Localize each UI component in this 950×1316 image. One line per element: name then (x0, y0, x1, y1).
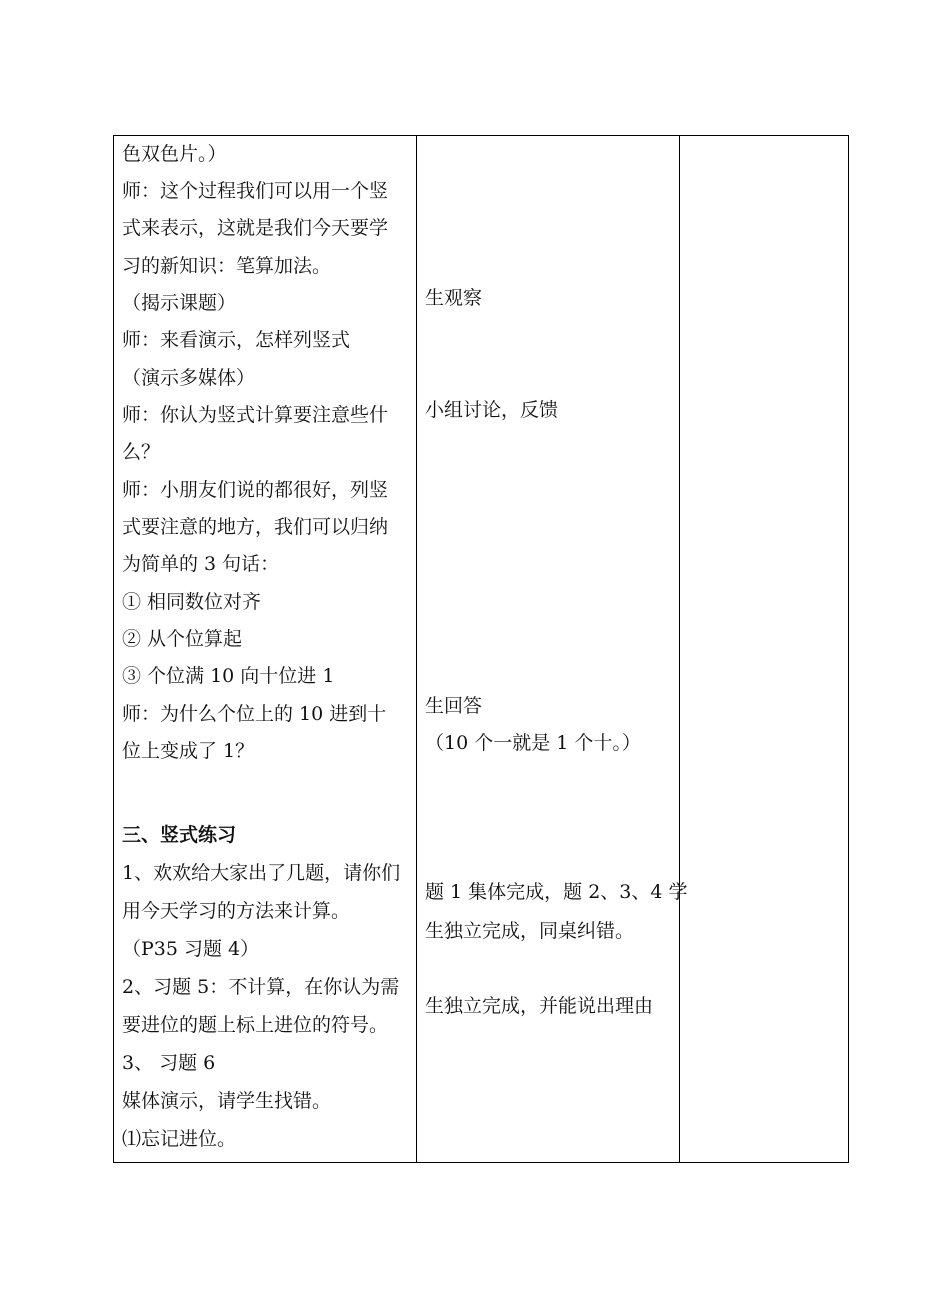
column-divider-1 (416, 136, 417, 1162)
text-line: ② 从个位算起 (122, 628, 243, 650)
text-line: （10 个一就是 1 个十。） (425, 732, 641, 754)
text-line: 小组讨论，反馈 (425, 399, 559, 421)
text-line: 师：来看演示，怎样列竖式 (122, 329, 351, 351)
text-line: 3、 习题 6 (122, 1052, 216, 1074)
text-line: 位上变成了 1？ (122, 740, 255, 762)
text-line: ③ 个位满 10 向十位进 1 (122, 665, 335, 687)
text-line: 题 1 集体完成，题 2、3、4 学 (425, 881, 688, 903)
text-line: 2、习题 5：不计算，在你认为需 (122, 976, 400, 998)
text-line: 色双色片。） (122, 143, 227, 165)
text-line: 用今天学习的方法来计算。 (122, 900, 351, 922)
text-line: 师：为什么个位上的 10 进到十 (122, 703, 387, 725)
text-line: 媒体演示，请学生找错。 (122, 1090, 332, 1112)
text-line: 师：你认为竖式计算要注意些什 (122, 404, 389, 426)
text-line: 么？ (122, 441, 161, 463)
text-line: （演示多媒体） (122, 367, 256, 389)
text-line: 生独立完成，同桌纠错。 (425, 920, 635, 942)
text-line: 式来表示，这就是我们今天要学 (122, 217, 389, 239)
text-line: 习的新知识：笔算加法。 (122, 255, 332, 277)
text-line: 生独立完成，并能说出理由 (425, 995, 654, 1017)
text-line: 师：小朋友们说的都很好，列竖 (122, 479, 389, 501)
text-line: 式要注意的地方，我们可以归纳 (122, 516, 389, 538)
text-line: 生观察 (425, 287, 483, 309)
text-line: 师：这个过程我们可以用一个竖 (122, 180, 389, 202)
text-line: 为简单的 3 句话： (122, 553, 280, 575)
text-line: 1、欢欢给大家出了几题，请你们 (122, 862, 401, 884)
text-line: ⑴忘记进位。 (122, 1128, 237, 1150)
section-heading: 三、竖式练习 (122, 824, 237, 846)
text-line: ① 相同数位对齐 (122, 591, 262, 613)
column-divider-2 (679, 136, 680, 1162)
text-line: 要进位的题上标上进位的符号。 (122, 1014, 389, 1036)
text-line: 生回答 (425, 695, 483, 717)
text-line: （P35 习题 4） (122, 938, 260, 960)
text-line: （揭示课题） (122, 292, 237, 314)
lesson-plan-table (113, 135, 849, 1163)
